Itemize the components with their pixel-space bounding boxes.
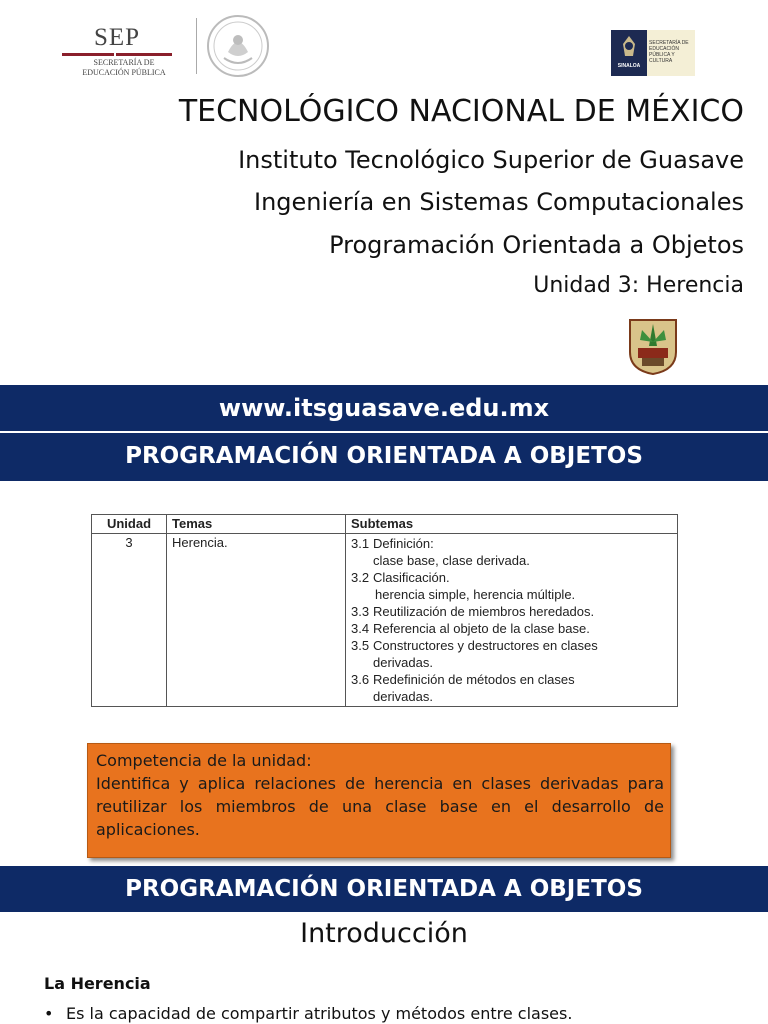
section-heading: Introducción xyxy=(300,918,468,949)
institute-name: Instituto Tecnológico Superior de Guasave xyxy=(238,146,744,174)
subtopics-cell xyxy=(346,534,678,707)
subtopic-text: Redefinición de métodos en clases xyxy=(373,672,575,687)
subtopic-number: 3.6 xyxy=(351,672,370,687)
subtopic-item xyxy=(351,671,672,705)
units-table xyxy=(91,514,678,707)
sinaloa-label: SINALOA xyxy=(617,63,641,69)
sep-logo-bar xyxy=(62,53,114,56)
table-row xyxy=(92,534,678,707)
page-title: TECNOLÓGICO NACIONAL DE MÉXICO xyxy=(178,94,744,129)
subtopic-text: Referencia al objeto de la clase base. xyxy=(373,621,590,636)
sep-logo xyxy=(58,24,178,80)
sep-logo-word: SEP xyxy=(94,24,141,51)
column-header: Unidad xyxy=(92,515,167,534)
sinaloa-logo xyxy=(611,30,695,76)
competencia-box xyxy=(87,743,671,858)
subtopic-item xyxy=(351,620,672,637)
subtopic-number: 3.5 xyxy=(351,638,370,653)
subtopic-text: Clasificación. xyxy=(373,570,450,585)
bullet-icon: • xyxy=(44,1004,54,1023)
mexico-seal-icon xyxy=(206,14,270,78)
sinaloa-text: SECRETARÍA DE EDUCACIÓN PÚBLICA Y CULTURA xyxy=(649,40,689,64)
topic-cell: Herencia. xyxy=(167,534,346,707)
competencia-body: Identifica y aplica relaciones de herencia en clases derivadas para reutilizar los miembros de una clase base en el desarrollo de aplicaciones. xyxy=(96,774,664,839)
course-title-banner: PROGRAMACIÓN ORIENTADA A OBJETOS xyxy=(0,433,768,481)
itsg-logo-icon xyxy=(624,312,682,376)
column-header: Temas xyxy=(167,515,346,534)
subtopic-number: 3.3 xyxy=(351,604,370,619)
unit-name: Unidad 3: Herencia xyxy=(533,273,744,298)
subtopic-text: clase base, clase derivada. xyxy=(373,553,530,568)
logo-divider xyxy=(196,18,197,74)
bullet-item xyxy=(44,1004,572,1023)
subtopic-text: Definición: xyxy=(373,536,434,551)
competencia-title: Competencia de la unidad: xyxy=(96,751,312,770)
bullet-text: Es la capacidad de compartir atributos y métodos entre clases. xyxy=(66,1004,573,1023)
table-header-row xyxy=(92,515,678,534)
website-banner: www.itsguasave.edu.mx xyxy=(0,385,768,431)
subtopic-number: 3.1 xyxy=(351,536,370,551)
column-header: Subtemas xyxy=(346,515,678,534)
section-subheading: La Herencia xyxy=(44,974,151,993)
sep-logo-bar xyxy=(116,53,172,56)
unit-cell: 3 xyxy=(92,534,167,707)
subtopic-text: herencia simple, herencia múltiple. xyxy=(375,587,576,602)
career-name: Ingeniería en Sistemas Computacionales xyxy=(254,188,744,216)
subtopic-item xyxy=(351,569,672,603)
course-title-banner-2: PROGRAMACIÓN ORIENTADA A OBJETOS xyxy=(0,866,768,912)
subtopic-item xyxy=(351,637,672,671)
subtopic-text: derivadas. xyxy=(373,655,433,670)
subtopic-number: 3.4 xyxy=(351,621,370,636)
sep-logo-subtitle: SECRETARÍA DE EDUCACIÓN PÚBLICA xyxy=(82,58,166,77)
subtopic-text: Constructores y destructores en clases xyxy=(373,638,598,653)
subtopic-text: Reutilización de miembros heredados. xyxy=(373,604,595,619)
sinaloa-emblem-icon xyxy=(611,32,647,64)
subtopic-text: derivadas. xyxy=(373,689,433,704)
subtopic-item xyxy=(351,535,672,569)
subject-name: Programación Orientada a Objetos xyxy=(329,231,744,259)
subtopic-item xyxy=(351,603,672,620)
subtopic-number: 3.2 xyxy=(351,570,370,585)
